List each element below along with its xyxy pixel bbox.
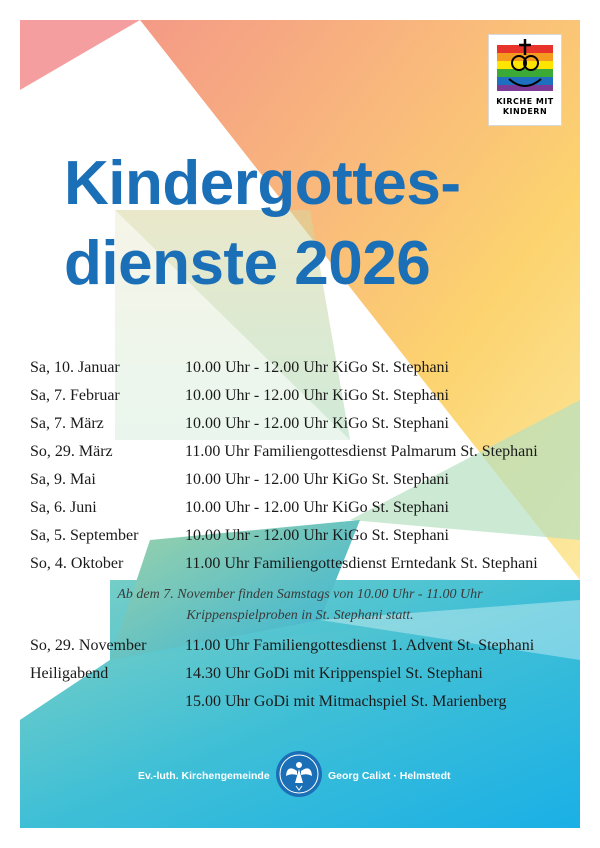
event-description: 15.00 Uhr GoDi mit Mitmachspiel St. Marienberg — [185, 693, 507, 710]
footer — [20, 748, 580, 804]
schedule-row — [30, 632, 580, 660]
schedule-row — [30, 410, 580, 438]
logo-line-1: KIRCHE MIT — [496, 97, 554, 106]
logo-wordmark — [489, 97, 561, 117]
schedule-row — [30, 382, 580, 410]
event-date: So, 29. November — [30, 637, 147, 654]
note-line-1: Ab dem 7. November finden Samstags von 10.00 Uhr - 11.00 Uhr — [117, 587, 483, 602]
event-description: 10.00 Uhr - 12.00 Uhr KiGo St. Stephani — [185, 387, 449, 404]
schedule-row — [30, 494, 580, 522]
footer-location-label: Georg Calixt · Helmstedt — [328, 770, 451, 782]
schedule-row — [30, 522, 580, 550]
schedule-row — [30, 438, 580, 466]
event-description: 10.00 Uhr - 12.00 Uhr KiGo St. Stephani — [185, 359, 449, 376]
event-date: Sa, 10. Januar — [30, 359, 120, 376]
page-title — [64, 144, 461, 304]
logo-line-2: KINDERN — [502, 107, 548, 116]
schedule-row — [30, 660, 580, 688]
kirche-mit-kindern-logo — [488, 34, 562, 126]
rehearsal-note — [20, 578, 580, 632]
event-description: 10.00 Uhr - 12.00 Uhr KiGo St. Stephani — [185, 527, 449, 544]
event-date: Sa, 7. März — [30, 415, 104, 432]
schedule-row — [30, 550, 580, 578]
event-date: So, 29. März — [30, 443, 113, 460]
event-description: 11.00 Uhr Familiengottesdienst Erntedank St. Stephani — [185, 555, 538, 572]
schedule-row — [30, 466, 580, 494]
event-description: 11.00 Uhr Familiengottesdienst 1. Advent St. Stephani — [185, 637, 535, 654]
poster — [20, 20, 580, 828]
event-description: 10.00 Uhr - 12.00 Uhr KiGo St. Stephani — [185, 499, 449, 516]
schedule-row — [30, 354, 580, 382]
event-date: Sa, 6. Juni — [30, 499, 97, 516]
event-description: 10.00 Uhr - 12.00 Uhr KiGo St. Stephani — [185, 471, 449, 488]
title-line-2: dienste 2026 — [64, 229, 431, 298]
footer-parish-label: Ev.-luth. Kirchengemeinde — [138, 770, 270, 782]
title-line-1: Kindergottes- — [64, 149, 461, 218]
schedule-row — [30, 688, 580, 716]
event-date: Sa, 7. Februar — [30, 387, 120, 404]
event-date: So, 4. Oktober — [30, 555, 124, 572]
schedule-list — [30, 354, 580, 716]
event-date: Sa, 5. September — [30, 527, 139, 544]
event-description: 11.00 Uhr Familiengottesdienst Palmarum St. Stephani — [185, 443, 538, 460]
event-description: 10.00 Uhr - 12.00 Uhr KiGo St. Stephani — [185, 415, 449, 432]
event-date: Sa, 9. Mai — [30, 471, 96, 488]
event-description: 14.30 Uhr GoDi mit Krippenspiel St. Stephani — [185, 665, 483, 682]
note-line-2: Krippenspielproben in St. Stephani statt. — [186, 608, 414, 623]
angel-seal-icon — [275, 750, 323, 798]
rainbow-cross-icon — [489, 35, 561, 95]
event-date: Heiligabend — [30, 665, 109, 682]
